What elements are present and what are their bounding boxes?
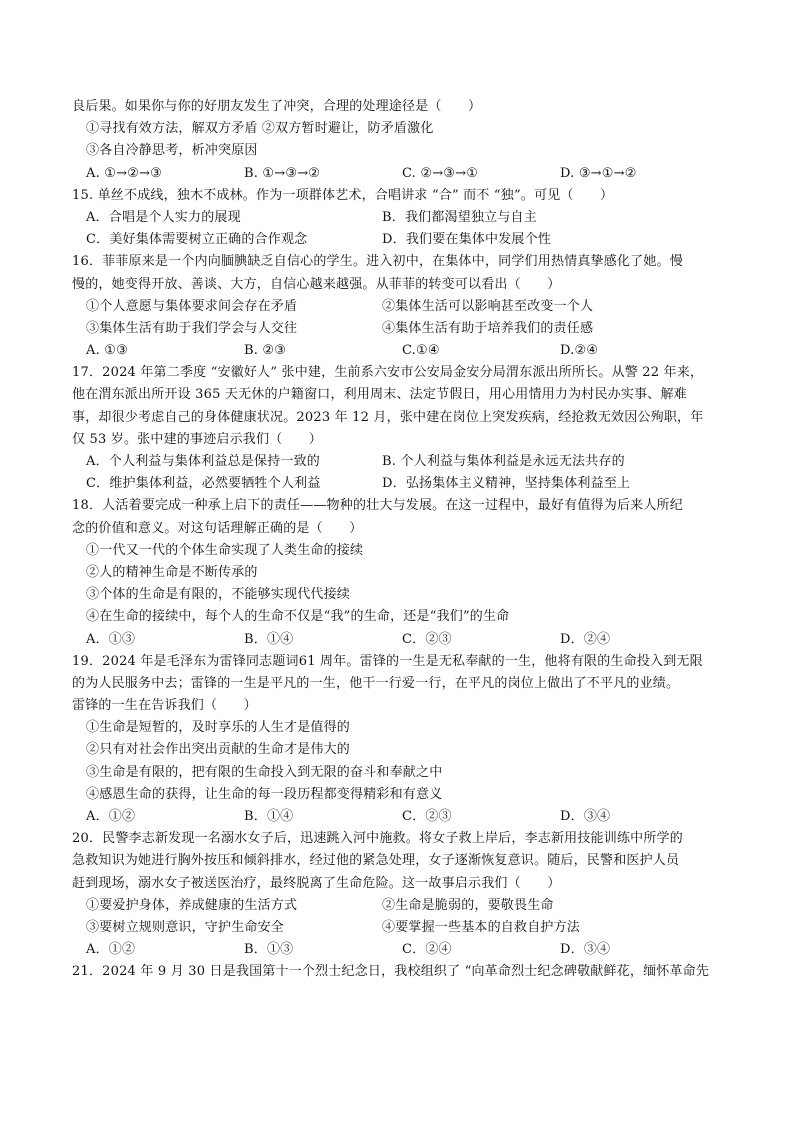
option: A．合唱是个人实力的展现: [86, 209, 241, 225]
options-row: [72, 163, 722, 185]
text-line: 事，却很少考虑自己的身体健康状况。2023 年 12 月，张中建在岗位上突发疾病，经抢救无效因公殉职，年: [72, 409, 704, 425]
statement-line: ②人的精神生命是不断传承的: [86, 564, 258, 580]
text-line: 仅 53 岁。张中建的事迹启示我们（ ）: [72, 431, 323, 447]
options-row: [72, 296, 722, 318]
text-line: 15. 单丝不成线，独木不成林。作为一项群体艺术，合唱讲求 “合” 而不 “独”。可见（ ）: [72, 187, 614, 203]
option: A. ①→②→③: [86, 165, 163, 181]
text-line: 16．菲菲原来是一个内向腼腆缺乏自信心的学生。进入初中，在集体中，同学们用热情真挚感化了她。慢: [72, 254, 683, 270]
option: C．②③: [402, 631, 452, 647]
statement-line: ①生命是短暂的，及时享乐的人生才是值得的: [86, 720, 351, 736]
option: B．我们都渴望独立与自主: [382, 209, 537, 225]
option: D．弘扬集体主义精神，坚持集体利益至上: [382, 476, 631, 492]
statement-line: ③个体的生命是有限的，不能够实现代代接续: [86, 587, 351, 603]
text-line: 慢的，她变得开放、善谈、大方，自信心越来越强。从菲菲的转变可以看出（ ）: [72, 276, 561, 292]
statement-line: ③各自冷静思考，析冲突原因: [86, 143, 258, 159]
options-row: [72, 473, 722, 495]
options-row: [72, 451, 722, 473]
option: ①要爱护身体，养成健康的生活方式: [86, 897, 298, 913]
option: ②生命是脆弱的，要敬畏生命: [382, 897, 554, 913]
text-line: 急救知识为她进行胸外按压和倾斜排水，经过他的紧急处理，女子逐渐恢复意识。随后，民警和医护人员: [72, 853, 680, 869]
option: B．①③: [244, 942, 294, 958]
option: A. ①③: [86, 343, 128, 359]
option: D．②④: [560, 631, 611, 647]
text-line: 17．2024 年第二季度 “安徽好人” 张中建，生前系六安市公安局金安分局渭东派出所所长。从警 22 年来，: [72, 365, 704, 381]
options-row: [72, 895, 722, 917]
text-line: 19．2024 年是毛泽东为雷锋同志题词61 周年。雷锋的一生是无私奉献的一生，他将有限的生命投入到无限: [72, 653, 703, 669]
text-line: 他在渭东派出所开设 365 天无休的户籍窗口，利用周末、法定节假日，用心用情用力为村民办实事、解难: [72, 387, 687, 403]
option: D. ③→①→②: [560, 165, 637, 181]
options-row: [72, 939, 722, 961]
option: B．①④: [244, 809, 294, 824]
option: C. ②→③→①: [402, 165, 479, 181]
options-row: [72, 207, 722, 229]
text-line: 的为人民服务中去；雷锋的一生是平凡的一生，他干一行爱一行，在平凡的岗位上做出了不平凡的业绩。: [72, 675, 680, 691]
option: A．个人利益与集体利益总是保持一致的: [86, 454, 320, 469]
text-line: 赶到现场，溺水女子被送医治疗，最终脱离了生命危险。这一故事启示我们（ ）: [72, 875, 561, 891]
statement-line: ③生命是有限的，把有限的生命投入到无限的奋斗和奉献之中: [86, 764, 443, 780]
option: C．②④: [402, 942, 452, 958]
statement-line: ①寻找有效方法，解双方矛盾 ②双方暂时避让，防矛盾激化: [86, 121, 434, 137]
options-row: [72, 340, 722, 362]
option: C.①④: [402, 343, 440, 359]
option: ②集体生活可以影响甚至改变一个人: [382, 298, 594, 314]
option: B. 个人利益与集体利益是永远无法共存的: [382, 454, 625, 469]
option: D．③④: [560, 809, 611, 824]
text-line: 良后果。如果你与你的好朋友发生了冲突，合理的处理途径是（ ）: [72, 99, 482, 114]
options-row: [72, 917, 722, 939]
option: ①个人意愿与集体要求间会存在矛盾: [86, 298, 298, 314]
option: D．我们要在集体中发展个性: [382, 232, 552, 248]
text-line: 18．人活着要完成一种承上启下的责任——物种的壮大与发展。在这一过程中，最好有值得为后来人所纪: [72, 498, 683, 514]
statement-line: ④在生命的接续中，每个人的生命不仅是“我”的生命，还是“我们”的生命: [86, 609, 510, 625]
option: C．美好集体需要树立正确的合作观念: [86, 232, 308, 248]
text-line: 念的价值和意义。对这句话理解正确的是（ ）: [72, 520, 363, 536]
option: A．①②: [86, 809, 136, 824]
option: ③集体生活有助于我们学会与人交往: [86, 320, 298, 336]
text-line: 雷锋的一生在告诉我们（ ）: [72, 698, 257, 714]
question-text: [72, 96, 722, 984]
options-row: [72, 229, 722, 251]
statement-line: ①一代又一代的个体生命实现了人类生命的接续: [86, 542, 364, 558]
option: A．①③: [86, 631, 136, 647]
option: D.②④: [560, 343, 599, 359]
option: A．①②: [86, 942, 136, 958]
text-line: 21．2024 年 9 月 30 日是我国第十一个烈士纪念日，我校组织了 “向革命烈士纪念碑敬献鲜花，缅怀革命先: [72, 964, 710, 980]
options-row: [72, 318, 722, 340]
option: C．维护集体利益，必然要牺牲个人利益: [86, 476, 321, 492]
option: B. ①→③→②: [244, 165, 321, 181]
option: ③要树立规则意识，守护生命安全: [86, 919, 285, 935]
statement-line: ④感恩生命的获得，让生命的每一段历程都变得精彩和有意义: [86, 786, 443, 802]
option: ④集体生活有助于培养我们的责任感: [382, 320, 594, 336]
option: D．③④: [560, 942, 611, 958]
option: B．①④: [244, 631, 294, 647]
text-line: 20．民警李志新发现一名溺水女子后，迅速跳入河中施救。将女子救上岸后，李志新用技能训练中所学的: [72, 831, 683, 847]
options-row: [72, 806, 722, 828]
option: B. ②③: [244, 343, 287, 359]
option: C．②③: [402, 809, 452, 824]
option: ④要掌握一些基本的自救自护方法: [382, 919, 581, 935]
options-row: [72, 629, 722, 651]
statement-line: ②只有对社会作出突出贡献的生命才是伟大的: [86, 742, 351, 758]
